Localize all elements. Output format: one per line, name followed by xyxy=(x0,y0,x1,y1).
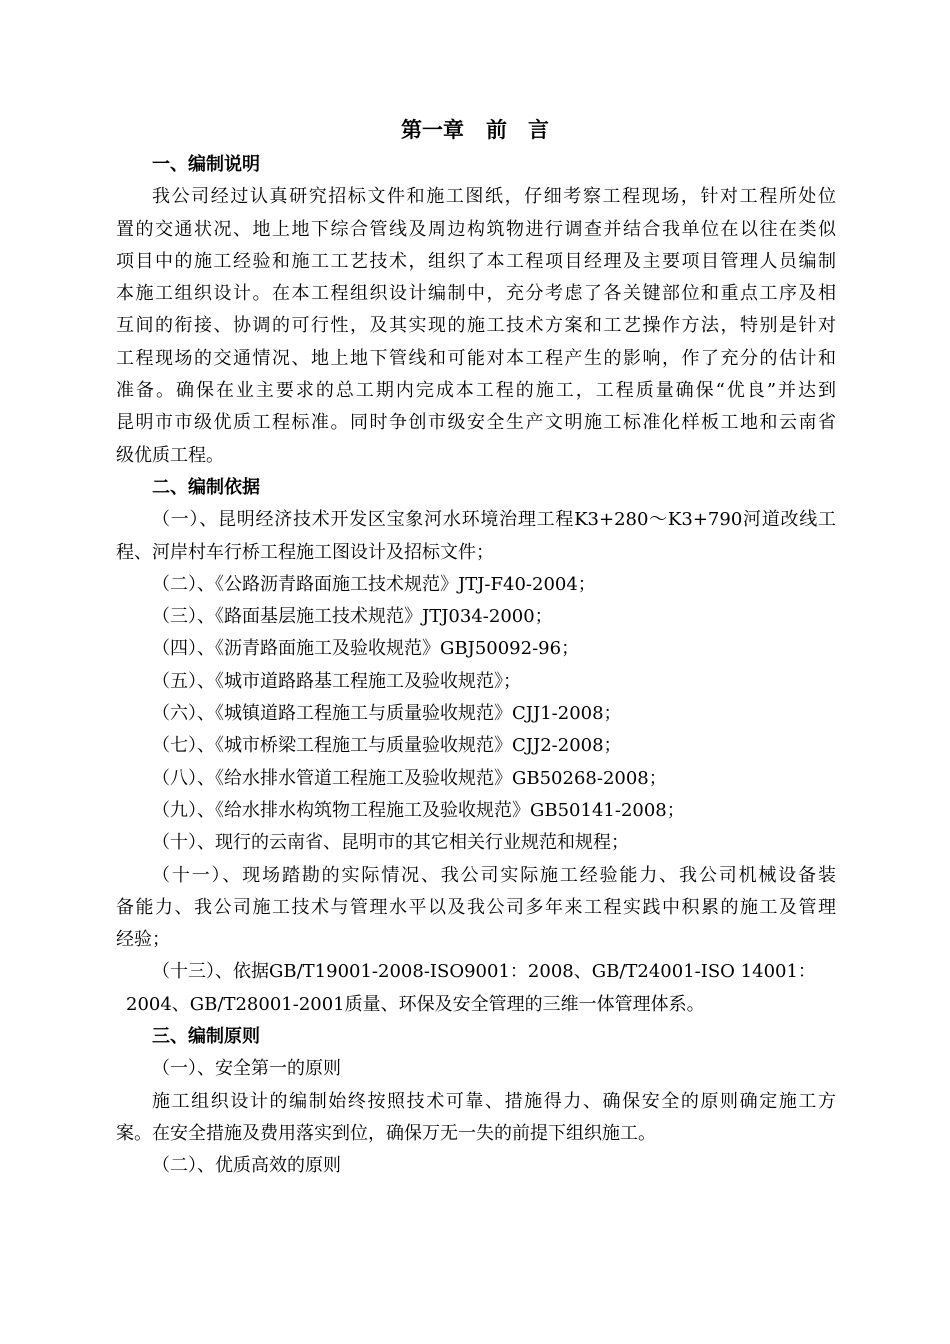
list-item-continuation: 程、河岸村车行桥工程施工图设计及招标文件； xyxy=(116,541,494,563)
paragraph-line: 工程现场的交通情况、地上地下管线和可能对本工程产生的影响，作了充分的估计和 xyxy=(116,347,836,369)
document-body xyxy=(116,149,836,1183)
subsection-title: （一）、安全第一的原则 xyxy=(152,1058,341,1080)
section-heading-1: 一、编制说明 xyxy=(152,154,260,175)
paragraph-line: 级优质工程。 xyxy=(116,444,224,466)
list-item: （一）、昆明经济技术开发区宝象河水环境治理工程K3+280～K3+790河道改线工 xyxy=(152,509,836,531)
list-item: （五）、《城市道路路基工程施工及验收规范》； xyxy=(152,670,521,692)
list-item: （十三）、依据GB/T19001-2008-ISO9001：2008、GB/T24001-ISO 14001： xyxy=(152,961,816,983)
list-item: （十）、现行的云南省、昆明市的其它相关行业规范和规程； xyxy=(152,832,629,854)
list-item: （九）、《给水排水构筑物工程施工及验收规范》GB50141-2008； xyxy=(152,799,685,821)
section-heading-3: 三、编制原则 xyxy=(152,1026,260,1048)
paragraph-line: 互间的衔接、协调的可行性，及其实现的施工技术方案和工艺操作方法，特别是针对 xyxy=(116,315,836,337)
list-item-continuation: 经验； xyxy=(116,929,170,951)
paragraph-line: 本施工组织设计。在本工程组织设计编制中，充分考虑了各关键部位和重点工序及相 xyxy=(116,283,836,305)
list-item: （六）、《城镇道路工程施工与质量验收规范》CJJ1-2008； xyxy=(152,703,622,725)
paragraph-line: 准备。确保在业主要求的总工期内完成本工程的施工，工程质量确保“优良”并达到 xyxy=(116,380,836,402)
paragraph-line: 案。在安全措施及费用落实到位，确保万无一失的前提下组织施工。 xyxy=(116,1122,656,1144)
list-item: （三）、《路面基层施工技术规范》JTJ034-2000； xyxy=(152,606,553,628)
list-item: （二）、《公路沥青路面施工技术规范》JTJ-F40-2004； xyxy=(152,573,596,595)
list-item: （十一）、现场踏勘的实际情况、我公司实际施工经验能力、我公司机械设备装 xyxy=(152,864,836,886)
paragraph-line: 置的交通状况、地上地下综合管线及周边构筑物进行调查并结合我单位在以往在类似 xyxy=(116,218,836,240)
chapter-number: 第一章 xyxy=(401,117,464,142)
list-item-continuation: 2004、GB/T28001-2001质量、环保及安全管理的三维一体管理体系。 xyxy=(126,993,705,1015)
section-heading-2: 二、编制依据 xyxy=(152,476,260,498)
chapter-title xyxy=(0,115,950,145)
list-item: （四）、《沥青路面施工及验收规范》GBJ50092-96； xyxy=(152,638,580,660)
list-item: （八）、《给水排水管道工程施工及验收规范》GB50268-2008； xyxy=(152,767,667,789)
list-item-continuation: 备能力、我公司施工技术与管理水平以及我公司多年来工程实践中积累的施工及管理 xyxy=(116,896,836,918)
paragraph-line: 昆明市市级优质工程标准。同时争创市级安全生产文明施工标准化样板工地和云南省 xyxy=(116,412,836,434)
paragraph-line: 施工组织设计的编制始终按照技术可靠、措施得力、确保安全的原则确定施工方 xyxy=(152,1090,836,1112)
paragraph-line: 我公司经过认真研究招标文件和施工图纸，仔细考察工程现场，针对工程所处位 xyxy=(152,186,836,208)
subsection-title: （二）、优质高效的原则 xyxy=(152,1155,341,1177)
list-item: （七）、《城市桥梁工程施工与质量验收规范》CJJ2-2008； xyxy=(152,735,622,757)
chapter-name: 前 言 xyxy=(486,117,549,142)
paragraph-line: 项目中的施工经验和施工工艺技术，组织了本工程项目经理及主要项目管理人员编制 xyxy=(116,250,836,272)
